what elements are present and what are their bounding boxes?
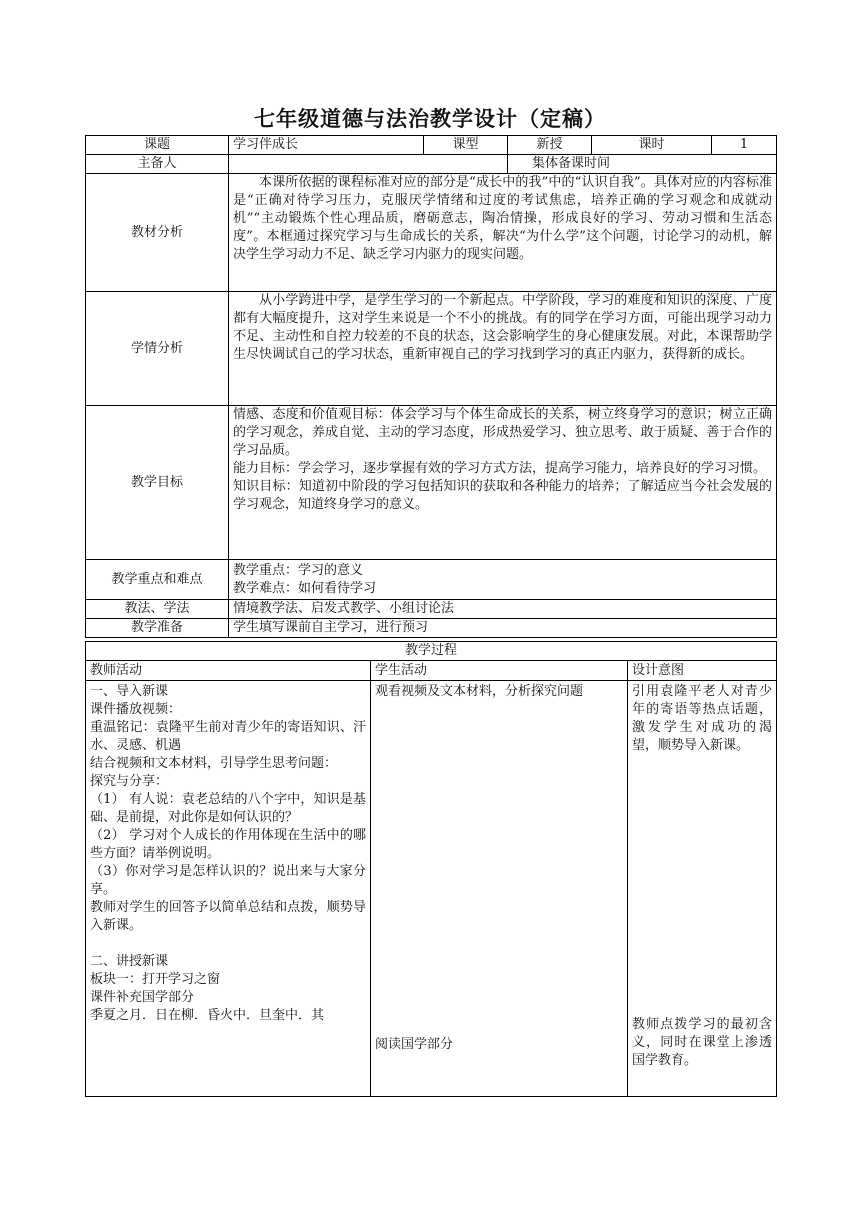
- students-label: 学情分析: [86, 292, 229, 406]
- teacher-line-gap: [90, 935, 366, 953]
- host-value: [229, 155, 508, 174]
- lesson-info-table: [85, 135, 777, 638]
- col-student-header: 学生活动: [371, 661, 628, 681]
- teacher-line: （2） 学习对个人成长的作用体现在生活中的哪些方面？请举例说明。: [90, 828, 366, 861]
- teacher-line: （1） 有人说：袁老总结的八个字中，知识是基础、是前提，对此你是如何认识的？: [90, 792, 366, 825]
- students-cell: [229, 292, 777, 406]
- topic-label: 课题: [86, 136, 229, 155]
- teacher-activity-cell: [86, 681, 371, 1097]
- goal-ability: 能力目标：学会学习，逐步掌握有效的学习方式方法，提高学习能力，培养良好的学习习惯。: [233, 461, 767, 476]
- student-activity-1: 观看视频及文本材料，分析探究问题: [375, 684, 584, 699]
- student-activity-cell: [371, 681, 628, 1097]
- textbook-label: 教材分析: [86, 174, 229, 292]
- group-time-label: [508, 155, 777, 174]
- type-value: 新授: [508, 136, 592, 155]
- teacher-line: （3）你对学习是怎样认识的？说出来与大家分享。: [90, 864, 366, 897]
- keypoint-key: 教学重点：学习的意义: [233, 562, 364, 578]
- goal-knowledge: 知识目标：知道初中阶段的学习包括知识的获取和各种能力的培养；了解适应当今社会发展的学习观念，知道终身学习的意义。: [233, 479, 772, 512]
- teacher-line: 二、讲授新课: [90, 954, 169, 969]
- hours-label: 课时: [592, 136, 712, 155]
- teacher-line: 教师对学生的回答予以简单总结和点拨，顺势导入新课。: [90, 900, 366, 933]
- methods-text: 情境教学法、启发式教学、小组讨论法: [229, 600, 777, 619]
- teacher-line: 课件补充国学部分: [90, 990, 195, 1005]
- teacher-line: 重温铭记：袁隆平生前对青少年的寄语知识、汗水、灵感、机遇: [90, 720, 366, 753]
- goals-cell: [229, 406, 777, 560]
- textbook-cell: [229, 174, 777, 292]
- keypoints-label: 教学重点和难点: [86, 560, 229, 600]
- col-intent-header: 设计意图: [628, 661, 777, 681]
- textbook-text: 本课所依据的课程标准对应的部分是“成长中的我”中的“认识自我”。具体对应的内容标准是“正确对待学习压力，克服厌学情绪和过度的考试焦虑，培养正确的学习观念和成就动机”“主动锻炼个性心理品质，磨砺意志，陶冶情操，形成良好的学习、劳动习惯和生活态度”。本框通过探究学习与生命成长的关系，解决“为什么学”这个问题，讨论学习的动机，解决学生学习动力不足、缺乏学习内驱力的现实问题。: [233, 175, 772, 262]
- teacher-line: 一、导入新课: [90, 684, 169, 699]
- student-activity-2: 阅读国学部分: [375, 1037, 454, 1052]
- group-time-label-text: 集体备课时间: [532, 156, 611, 171]
- col-teacher-header: 教师活动: [86, 661, 371, 681]
- teacher-line: 探究与分享：: [90, 774, 169, 789]
- host-label: 主备人: [86, 155, 229, 174]
- teacher-line: 季夏之月．日在柳．昏火中．旦奎中．其: [90, 1008, 325, 1023]
- hours-value: 1: [712, 136, 777, 155]
- type-label: 课型: [424, 136, 508, 155]
- design-intent-cell: [628, 681, 777, 1097]
- keypoint-difficult: 教学难点：如何看待学习: [233, 580, 377, 596]
- prep-text: 学生填写课前自主学习，进行预习: [229, 619, 777, 638]
- topic-value: 学习伴成长: [229, 136, 424, 155]
- design-intent-2: 教师点拨学习的最初含义，同时在课堂上渗透国学教育。: [632, 1017, 773, 1068]
- page-title: 七年级道德与法治教学设计（定稿）: [254, 107, 606, 131]
- goals-label: 教学目标: [86, 406, 229, 560]
- teaching-process-table: [85, 641, 777, 1097]
- goal-emotion: 情感、态度和价值观目标：体会学习与个体生命成长的关系，树立终身学习的意识；树立正确的学习观念，养成自觉、主动的学习态度，形成热爱学习、独立思考、敢于质疑、善于合作的学习品质。: [233, 407, 772, 458]
- teacher-line: 板块一：打开学习之窗: [90, 972, 221, 987]
- prep-label: 教学准备: [86, 619, 229, 638]
- keypoints-cell: [229, 560, 777, 600]
- teacher-line: 课件播放视频：: [90, 702, 182, 717]
- process-header: 教学过程: [86, 642, 777, 661]
- methods-label: 教法、学法: [86, 600, 229, 619]
- teacher-line: 结合视频和文本材料，引导学生思考问题：: [90, 756, 338, 771]
- students-text: 从小学跨进中学，是学生学习的一个新起点。中学阶段，学习的难度和知识的深度、广度都有大幅度提升，这对学生来说是一个不小的挑战。有的同学在学习方面，可能出现学习动力不足、主动性和自控力较差的不良的状态，这会影响学生的身心健康发展。对此，本课帮助学生尽快调试自己的学习状态，重新审视自己的学习找到学习的真正内驱力，获得新的成长。: [233, 293, 772, 362]
- design-intent-1: 引用袁隆平老人对青少年的寄语等热点话题，激发学生对成功的渴望，顺势导入新课。: [632, 684, 773, 753]
